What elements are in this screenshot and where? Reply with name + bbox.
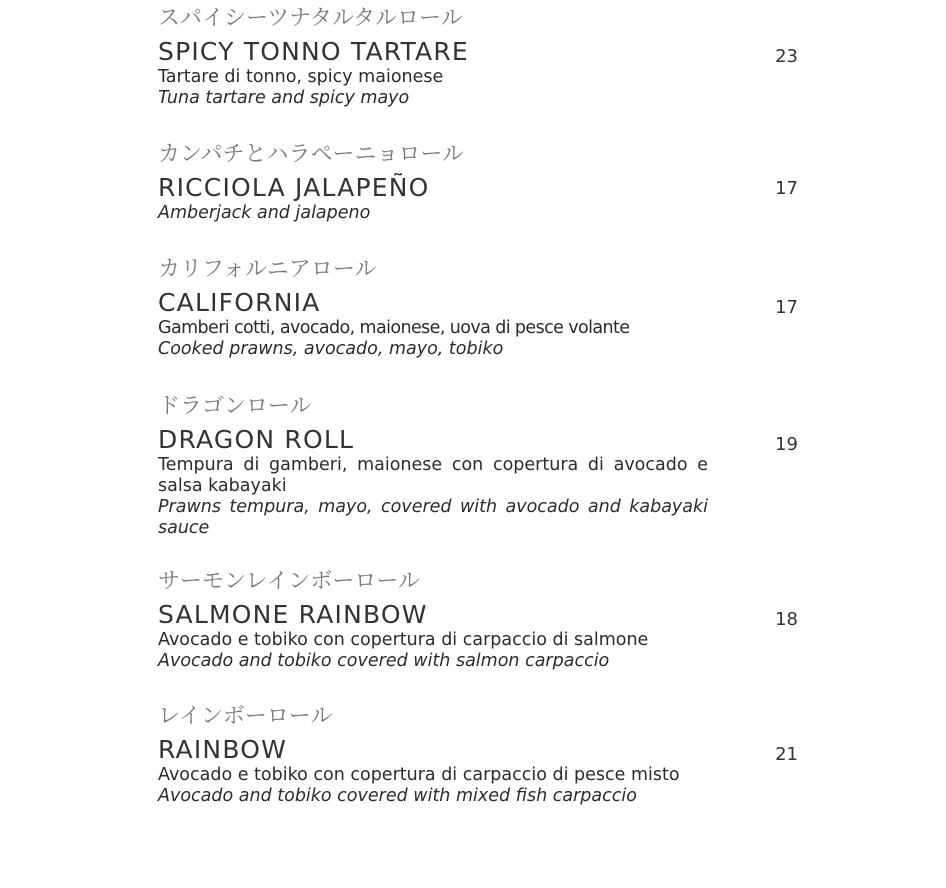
menu-item-california — [158, 257, 798, 360]
item-description-italian: Avocado e tobiko con copertura di carpaccio di salmone — [158, 630, 649, 650]
item-description-english: Amberjack and jalapeno — [158, 203, 371, 223]
item-japanese-name: サーモンレインボーロール — [158, 569, 420, 594]
item-price: 17 — [775, 178, 798, 199]
item-japanese-name: カリフォルニアロール — [158, 257, 377, 282]
item-description-english: Avocado and tobiko covered with salmon carpaccio — [158, 651, 610, 671]
item-price: 19 — [775, 434, 798, 455]
item-price: 17 — [775, 297, 798, 318]
item-description-italian: Avocado e tobiko con copertura di carpaccio di pesce misto — [158, 765, 680, 785]
item-japanese-name: レインボーロール — [158, 704, 333, 729]
item-price: 18 — [775, 609, 798, 630]
item-description-italian: Tartare di tonno, spicy maionese — [158, 67, 444, 87]
item-price: 21 — [775, 744, 798, 765]
item-name: RAINBOW — [158, 735, 288, 764]
item-description-english: Prawns tempura, mayo, covered with avocado and kabayaki sauce — [158, 497, 708, 538]
menu-item-salmone-rainbow — [158, 569, 798, 672]
menu-item-dragon-roll — [158, 394, 798, 539]
item-name: SALMONE RAINBOW — [158, 600, 428, 629]
item-japanese-name: ドラゴンロール — [158, 394, 312, 419]
menu-item-spicy-tonno-tartare — [158, 6, 798, 109]
item-description-english: Avocado and tobiko covered with mixed fish carpaccio — [158, 786, 637, 806]
menu-item-ricciola-jalapeno — [158, 142, 798, 224]
item-name: CALIFORNIA — [158, 288, 321, 317]
menu-item-rainbow — [158, 704, 798, 807]
item-name: SPICY TONNO TARTARE — [158, 37, 469, 66]
item-description-italian: Gamberi cotti, avocado, maionese, uova di pesce volante — [158, 318, 630, 338]
item-price: 23 — [775, 46, 798, 67]
item-description-english: Cooked prawns, avocado, mayo, tobiko — [158, 339, 504, 359]
item-name: DRAGON ROLL — [158, 425, 355, 454]
item-japanese-name: スパイシーツナタルタルロール — [158, 6, 463, 31]
item-description-english: Tuna tartare and spicy mayo — [158, 88, 410, 108]
item-description-italian: Tempura di gamberi, maionese con copertura di avocado e salsa kabayaki — [158, 455, 708, 496]
item-japanese-name: カンパチとハラペーニョロール — [158, 142, 465, 167]
item-name: RICCIOLA JALAPEÑO — [158, 173, 430, 202]
